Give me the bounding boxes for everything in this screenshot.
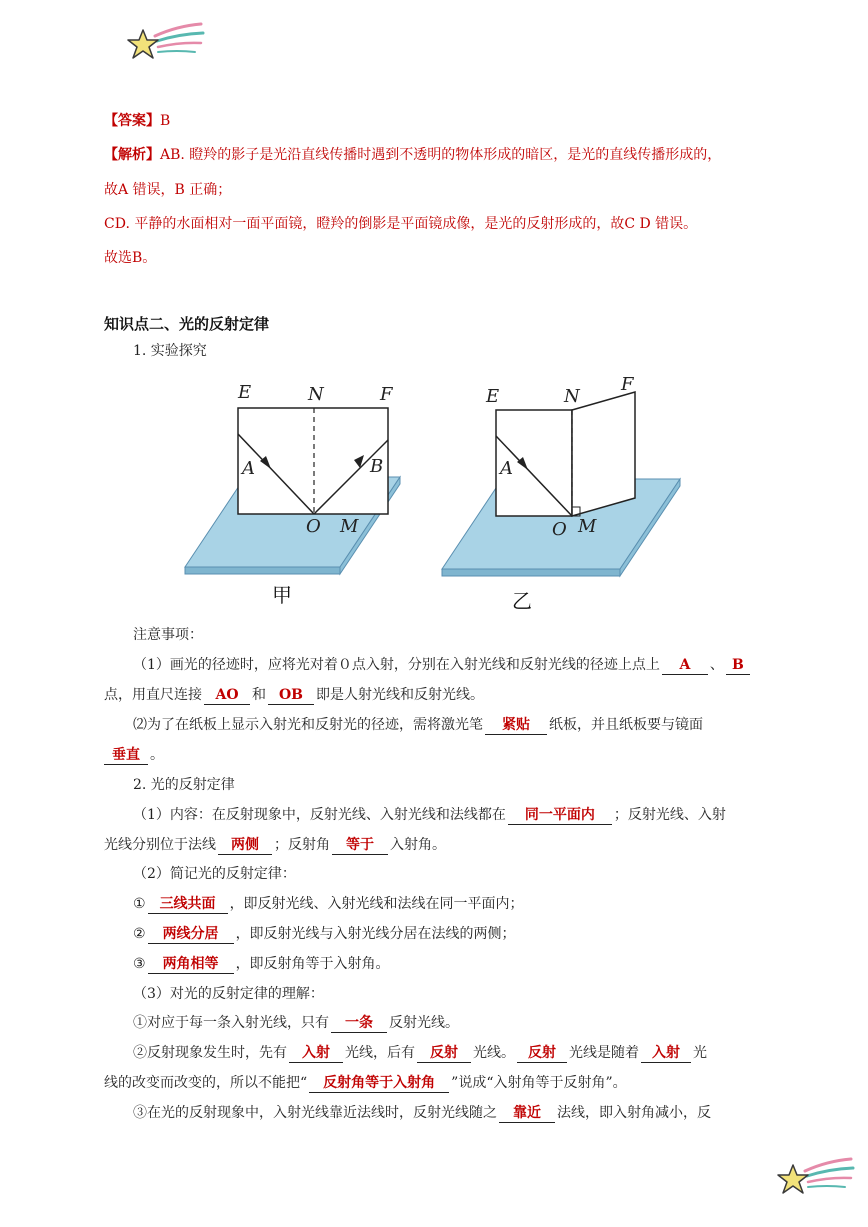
label-B-left: B — [370, 456, 384, 477]
label-N-right: N — [564, 386, 580, 407]
note-1-line-2: 点，用直尺连接 AO 和 OB 即是人射光线和反射光线。 — [104, 687, 484, 703]
blank-two-angles-equal: 两角相等 — [148, 955, 234, 974]
analysis-line-3: CD. 平静的水面相对一面平面镜，瞪羚的倒影是平面镜成像，是光的反射形成的，故C D 错误。 — [104, 216, 698, 232]
blank-reflected-1: 反射 — [417, 1044, 471, 1063]
law-title: 2. 光的反射定律 — [133, 777, 235, 793]
blank-one: 一条 — [331, 1014, 387, 1033]
blank-OB: OB — [268, 686, 314, 705]
blank-perpendicular: 垂直 — [104, 746, 148, 765]
label-A-left: A — [242, 458, 255, 479]
law-content-line-1: （1）内容：在反射现象中，反射光线、入射光线和法线都在 同一平面内 ；反射光线、入射 — [133, 807, 726, 823]
label-O-left: O — [306, 516, 321, 537]
label-M-left: M — [340, 516, 359, 537]
analysis-line-4: 故选B。 — [104, 250, 157, 266]
blank-reflected-2: 反射 — [517, 1044, 567, 1063]
blank-same-plane: 同一平面内 — [508, 806, 612, 825]
blank-B: B — [726, 656, 750, 675]
law-understanding-2-line-2: 线的改变而改变的，所以不能把“ 反射角等于入射角 ”说成“入射角等于反射角”。 — [104, 1075, 627, 1091]
note-2-line-2: 垂直 。 — [104, 745, 164, 765]
answer-line — [104, 111, 170, 131]
section-title: 知识点二、光的反射定律 — [104, 315, 270, 333]
reflection-experiment-figure — [180, 370, 700, 620]
label-F-left: F — [380, 384, 393, 405]
note-1-line-1: （1）画光的径迹时，应将光对着０点入射，分别在入射光线和反射光线的径迹上点上 A 、 B — [133, 655, 752, 675]
label-E-right: E — [486, 386, 500, 407]
analysis-line-2: 故A 错误，B 正确； — [104, 182, 232, 198]
law-understanding-2-line-1: ②反射现象发生时，先有 入射 光线，后有 反射 光线。 反射 光线是随着 入射 光 — [133, 1045, 707, 1061]
analysis-text-1: AB. 瞪羚的影子是光沿直线传播时遇到不透明的物体形成的暗区，是光的直线传播形成的， — [160, 147, 722, 163]
blank-AO: AO — [204, 686, 250, 705]
blank-close-to-board: 紧贴 — [485, 716, 547, 735]
law-summary-title: （2）简记光的反射定律： — [133, 866, 296, 882]
label-N-left: N — [308, 384, 324, 405]
blank-three-lines-coplanar: 三线共面 — [148, 895, 228, 914]
caption-left: 甲 — [272, 583, 292, 607]
label-E-left: E — [238, 382, 252, 403]
blank-both-sides: 两侧 — [218, 836, 272, 855]
blank-A: A — [662, 656, 708, 675]
note-2-line-1: ⑵为了在纸板上显示入射光和反射光的径迹，需将激光笔 紧贴 纸板，并且纸板要与镜面 — [133, 717, 703, 733]
law-summary-2: ② 两线分居 ，即反射光线与入射光线分居在法线的两侧； — [133, 926, 516, 942]
board-right-folded — [572, 392, 635, 516]
label-M-right: M — [578, 516, 597, 537]
label-F-right: F — [621, 374, 634, 395]
answer-value: B — [160, 113, 171, 129]
law-understanding-3: ③在光的反射现象中，入射光线靠近法线时，反射光线随之 靠近 法线，即入射角减小，反 — [133, 1105, 711, 1121]
subsection-experiment: 1. 实验探究 — [133, 343, 207, 359]
answer-label: 【答案】 — [104, 113, 160, 129]
caption-right: 乙 — [512, 589, 532, 613]
analysis-line-1 — [104, 145, 721, 165]
blank-incident-2: 入射 — [641, 1044, 691, 1063]
blank-approach: 靠近 — [499, 1104, 555, 1123]
blank-two-lines-separate: 两线分居 — [148, 925, 234, 944]
shooting-star-icon — [775, 1155, 855, 1200]
law-summary-1: ① 三线共面 ，即反射光线、入射光线和法线在同一平面内； — [133, 896, 524, 912]
law-summary-3: ③ 两角相等 ，即反射角等于入射角。 — [133, 956, 390, 972]
blank-equal: 等于 — [332, 836, 388, 855]
law-understanding-title: （3）对光的反射定律的理解： — [133, 986, 324, 1002]
law-understanding-1: ①对应于每一条入射光线，只有 一条 反射光线。 — [133, 1015, 459, 1031]
analysis-label: 【解析】 — [104, 147, 160, 163]
law-content-line-2: 光线分别位于法线 两侧 ；反射角 等于 入射角。 — [104, 837, 446, 853]
label-O-right: O — [552, 519, 567, 540]
blank-incident-1: 入射 — [289, 1044, 343, 1063]
notes-title: 注意事项： — [133, 627, 203, 643]
shooting-star-icon — [125, 20, 205, 65]
blank-reflection-angle-equals-incidence: 反射角等于入射角 — [309, 1074, 449, 1093]
label-A-right: A — [500, 458, 513, 479]
